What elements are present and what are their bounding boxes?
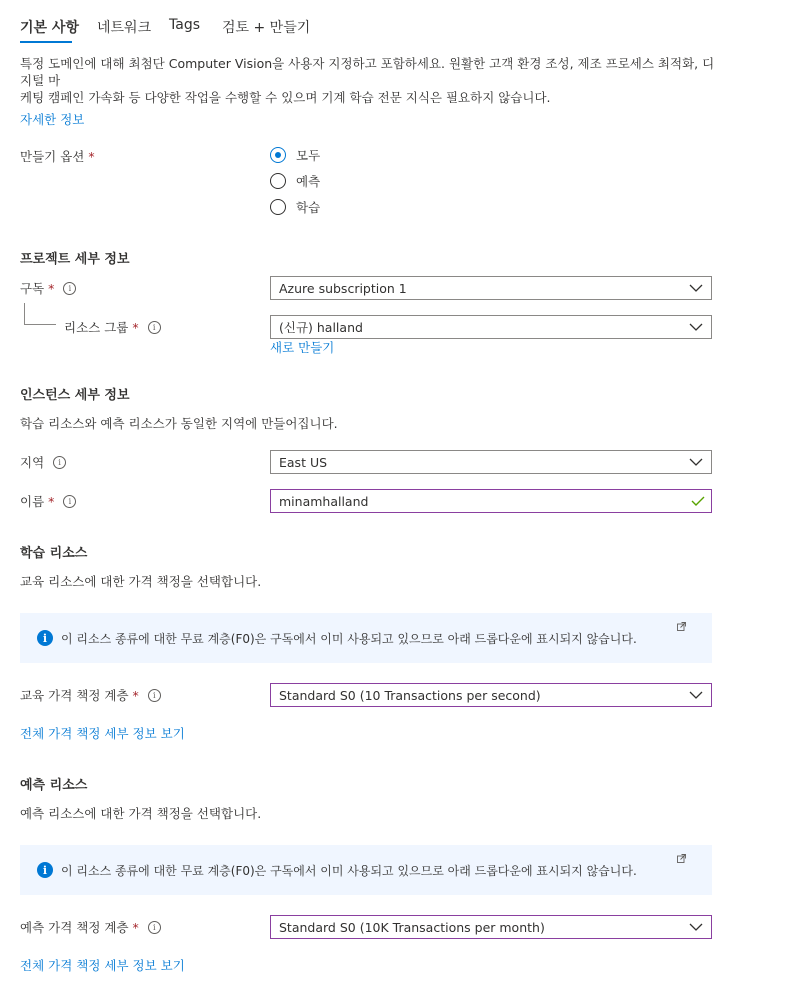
tab-review-create[interactable]: 검토 + 만들기 — [222, 20, 311, 36]
project-details-title: 프로젝트 세부 정보 — [20, 252, 130, 267]
required-marker: * — [88, 148, 95, 164]
required-marker: * — [48, 493, 55, 509]
required-marker: * — [48, 280, 55, 296]
resource-group-dropdown[interactable] — [270, 315, 712, 339]
chevron-down-icon — [689, 689, 703, 701]
name-input[interactable] — [270, 489, 712, 513]
info-icon[interactable]: i — [63, 495, 76, 508]
active-tab-indicator — [20, 41, 72, 43]
prediction-info-banner — [20, 845, 712, 895]
region-value: East US — [279, 454, 328, 470]
tab-bar — [20, 0, 780, 44]
info-icon: i — [37, 862, 53, 878]
radio-option-both[interactable] — [270, 146, 320, 164]
prediction-description: 예측 리소스에 대한 가격 책정을 선택합니다. — [20, 806, 262, 821]
tree-connector-horizontal — [24, 324, 56, 325]
info-icon[interactable]: i — [53, 456, 66, 469]
info-icon[interactable]: i — [148, 321, 161, 334]
training-tier-label-text: 교육 가격 책정 계층 — [20, 688, 129, 703]
radio-option-label: 예측 — [296, 174, 321, 189]
name-input-value: minamhalland — [279, 493, 369, 509]
subscription-label — [20, 279, 76, 297]
instance-details-title: 인스턴스 세부 정보 — [20, 388, 130, 403]
info-icon[interactable]: i — [148, 921, 161, 934]
resource-group-value: (신규) halland — [279, 320, 363, 335]
training-description: 교육 리소스에 대한 가격 책정을 선택합니다. — [20, 574, 262, 589]
create-new-resource-group-link[interactable]: 새로 만들기 — [270, 340, 335, 355]
external-link-icon[interactable] — [677, 854, 686, 863]
name-label — [20, 492, 76, 510]
intro-description — [20, 55, 720, 106]
tree-connector-vertical — [24, 303, 25, 324]
region-label-text: 지역 — [20, 455, 45, 470]
checkmark-icon — [691, 495, 705, 507]
required-marker: * — [132, 319, 139, 335]
learn-more-link[interactable]: 자세한 정보 — [20, 112, 85, 127]
external-link-icon[interactable] — [677, 622, 686, 631]
training-tier-dropdown[interactable] — [270, 683, 712, 707]
training-pricing-link[interactable]: 전체 가격 책정 세부 정보 보기 — [20, 726, 185, 741]
radio-button-checked[interactable] — [270, 147, 286, 163]
tab-tags[interactable]: Tags — [169, 17, 200, 33]
required-marker: * — [132, 919, 139, 935]
info-icon[interactable]: i — [148, 689, 161, 702]
chevron-down-icon — [689, 456, 703, 468]
radio-option-label: 학습 — [296, 200, 321, 215]
chevron-down-icon — [689, 282, 703, 294]
prediction-tier-label — [20, 918, 161, 936]
prediction-tier-dropdown[interactable] — [270, 915, 712, 939]
radio-option-prediction[interactable] — [270, 172, 320, 190]
training-notice-text: 이 리소스 종류에 대한 무료 계층(F0)은 구독에서 이미 사용되고 있으므로 아래 드롭다운에 표시되지 않습니다. — [61, 632, 637, 646]
radio-option-label: 모두 — [296, 148, 321, 163]
chevron-down-icon — [689, 321, 703, 333]
info-icon[interactable]: i — [63, 282, 76, 295]
resource-group-label-text: 리소스 그룹 — [64, 320, 129, 335]
intro-line-2: 케팅 캠페인 가속화 등 다양한 작업을 수행할 수 있으며 기계 학습 전문 지식은 필요하지 않습니다. — [20, 90, 551, 105]
chevron-down-icon — [689, 921, 703, 933]
info-icon: i — [37, 630, 53, 646]
radio-button[interactable] — [270, 199, 286, 215]
radio-button[interactable] — [270, 173, 286, 189]
subscription-value: Azure subscription 1 — [279, 280, 407, 296]
name-label-text: 이름 — [20, 494, 45, 509]
training-resource-title: 학습 리소스 — [20, 546, 88, 561]
tab-basics[interactable]: 기본 사항 — [20, 20, 79, 36]
training-info-banner — [20, 613, 712, 663]
prediction-notice-text: 이 리소스 종류에 대한 무료 계층(F0)은 구독에서 이미 사용되고 있으므로 아래 드롭다운에 표시되지 않습니다. — [61, 864, 637, 878]
intro-line-1: 특정 도메인에 대해 최첨단 Computer Vision을 사용자 지정하고 포함하세요. 원활한 고객 환경 조성, 제조 프로세스 최적화, 디지털 마 — [20, 56, 715, 88]
training-tier-label — [20, 686, 161, 704]
region-label — [20, 453, 66, 471]
subscription-label-text: 구독 — [20, 281, 45, 296]
prediction-tier-value: Standard S0 (10K Transactions per month) — [279, 919, 545, 935]
prediction-tier-label-text: 예측 가격 책정 계층 — [20, 920, 129, 935]
required-marker: * — [132, 687, 139, 703]
prediction-resource-title: 예측 리소스 — [20, 778, 88, 793]
create-options-label — [20, 147, 95, 165]
subscription-dropdown[interactable] — [270, 276, 712, 300]
tab-networking[interactable]: 네트워크 — [97, 20, 152, 36]
region-dropdown[interactable] — [270, 450, 712, 474]
instance-description: 학습 리소스와 예측 리소스가 동일한 지역에 만들어집니다. — [20, 416, 338, 431]
radio-option-training[interactable] — [270, 198, 320, 216]
training-tier-value: Standard S0 (10 Transactions per second) — [279, 687, 541, 703]
resource-group-label — [64, 318, 161, 336]
create-options-label-text: 만들기 옵션 — [20, 149, 85, 164]
prediction-pricing-link[interactable]: 전체 가격 책정 세부 정보 보기 — [20, 958, 185, 973]
